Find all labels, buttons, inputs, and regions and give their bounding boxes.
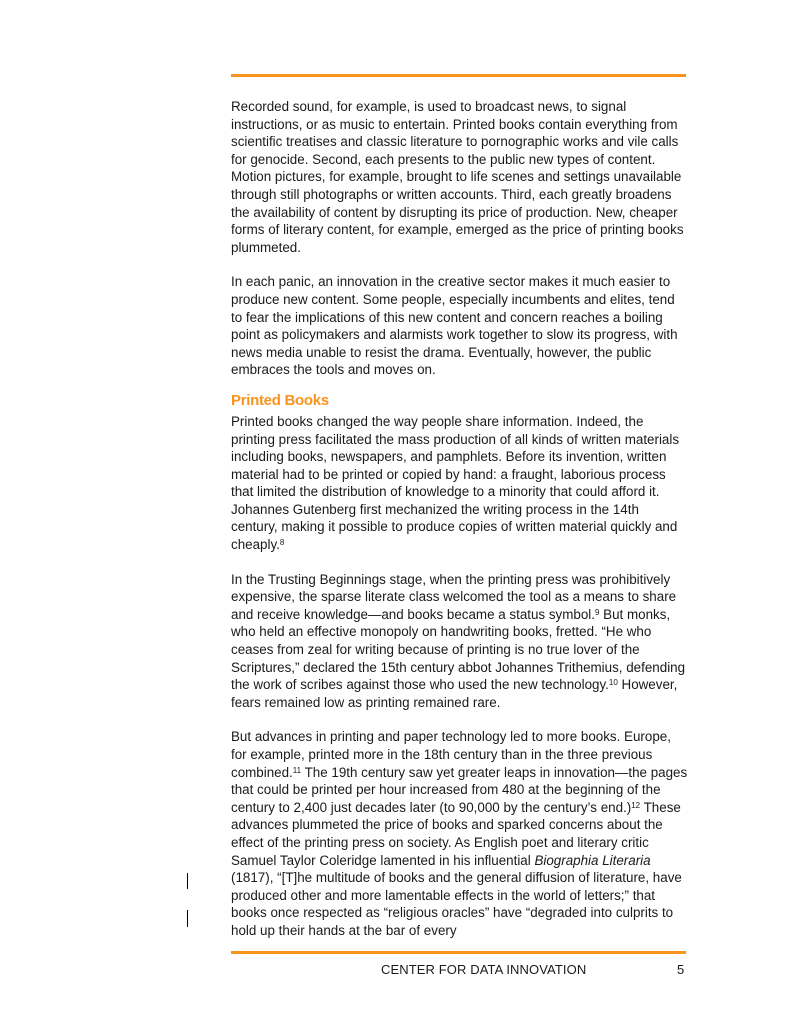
change-bar <box>187 910 188 927</box>
paragraph-text: Printed books changed the way people share information. Indeed, the printing press facilitated the mass production of all kinds of written materials including books, newspapers, and pamphlets. Before its invention, written material had to be printed or copied by hand: a fraught, laborious process that limited the distribution of knowledge to a minority that could afford it. Johannes Gutenberg first mechanized the writing process in the 14th century, making it possible to produce copies of written material quickly and cheaply. <box>231 413 680 553</box>
paragraph <box>231 571 689 712</box>
section-heading: Printed Books <box>231 391 329 409</box>
book-title: Biographia Literaria <box>534 852 651 868</box>
paragraph-text: But advances in printing and paper technology led to more books. Europe, for example, printed more in the 18th century than in the three previous combined. <box>231 729 671 780</box>
paragraph <box>231 413 689 554</box>
footnote-ref[interactable]: 12 <box>631 800 641 810</box>
footnote-ref[interactable]: 9 <box>595 607 600 617</box>
paragraph <box>231 728 689 939</box>
paragraph-text: (1817), “[T]he multitude of books and the general diffusion of literature, have produced other and more lamentable effects in the world of letters;” that books once respected as “religious oracles” have “degraded into culprits to hold up their hands at the bar of every <box>231 870 682 938</box>
paragraph: Recorded sound, for example, is used to broadcast news, to signal instructions, or as music to entertain. Printed books contain everything from scientific treatises and classic literature to pornographic works and vile calls for genocide. Second, each presents to the public new types of content. Motion pictures, for example, brought to life scenes and settings unavailable through still photographs or written accounts. Third, each greatly broadens the availability of content by disrupting its price of production. New, cheaper forms of literary content, for example, emerged as the price of printing books plummeted. <box>231 99 684 255</box>
paragraph-text: These advances plummeted the price of books and sparked concerns about the effect of the printing press on society. As English poet and literary critic Samuel Taylor Coleridge lamented in his influential <box>231 799 681 868</box>
header-rule <box>231 74 686 77</box>
body-text <box>231 98 689 940</box>
footnote-ref[interactable]: 11 <box>292 765 302 775</box>
paragraph-text: However, fears remained low as printing remained rare. <box>231 677 678 710</box>
footnote-ref[interactable]: 10 <box>608 678 618 688</box>
page-number: 5 <box>677 962 685 977</box>
change-bar <box>187 873 188 889</box>
paragraph-text: In the Trusting Beginnings stage, when the printing press was prohibitively expensive, the sparse literate class welcomed the tool as a means to share and receive knowledge—and books became a status symbol. <box>231 571 677 622</box>
footer-rule <box>231 951 686 954</box>
paragraph: In each panic, an innovation in the creative sector makes it much easier to produce new content. Some people, especially incumbents and elites, tend to fear the implications of this new content and concern reaches a boiling point as policymakers and alarmists work together to slow its progress, with news media unable to resist the drama. Eventually, however, the public embraces the tools and moves on. <box>231 274 678 378</box>
footnote-ref[interactable]: 8 <box>279 538 285 548</box>
paragraph-text: The 19th century saw yet greater leaps in innovation—the pages that could be printed per hour increased from 480 at the beginning of the century to 2,400 just decades later (to 90,000 by the century’s end.) <box>231 764 688 815</box>
paragraph-text: But monks, who held an effective monopoly on handwriting books, fretted. “He who ceases from zeal for writing because of printing is no true lover of the Scriptures,” declared the 15th century abbot Johannes Trithemius, defending the work of scribes against those who used the new technology. <box>231 606 686 693</box>
footer-organization: CENTER FOR DATA INNOVATION <box>381 962 587 977</box>
